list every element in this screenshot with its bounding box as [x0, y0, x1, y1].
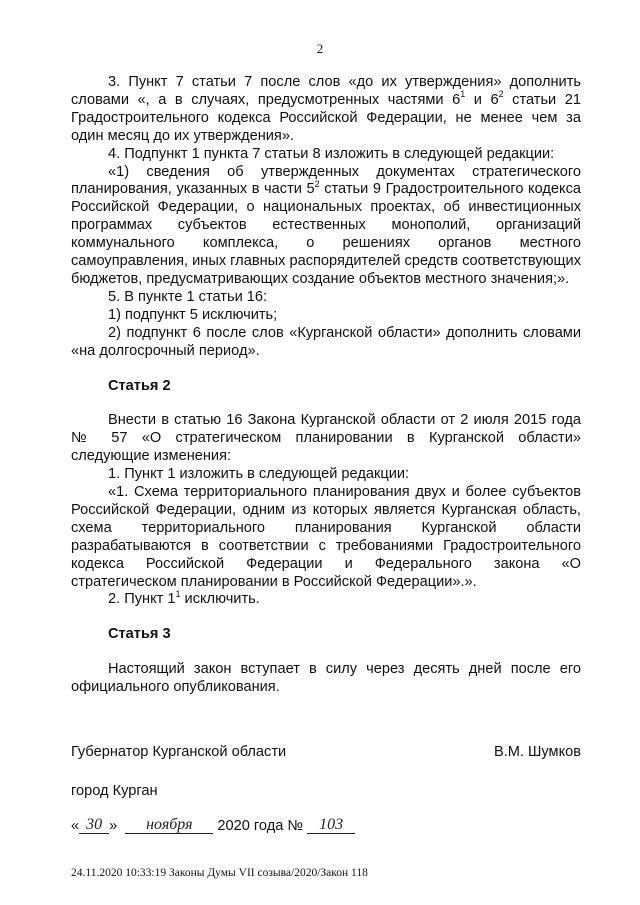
city: город Курган [71, 783, 158, 799]
date-close-quote: » [109, 818, 118, 834]
footer-stamp: 24.11.2020 10:33:19 Законы Думы VII созыва/2020/Закон 118 [71, 867, 368, 879]
date-line [71, 816, 355, 834]
article-3-heading: Статья 3 [108, 626, 171, 643]
subparagraph-2: 2) подпункт 6 после слов «Курганской области» дополнить словами «на долгосрочный период». [71, 324, 581, 359]
article-2-point-1-text: «1. Схема территориального планирования двух и более субъектов Российской Федерации, одним из которых является Курганская область, схема территориального планирования Курганской области разрабатываются в соответствии с требованиями Градостроительного кодекса Российской Федерации и Федерального закона «О стратегическом планировании в Российской Федерации».». [71, 484, 581, 590]
paragraph-4: 4. Подпункт 1 пункта 7 статьи 8 изложить в следующей редакции: [108, 145, 555, 162]
paragraph-5: 5. В пункте 1 статьи 16: [108, 288, 268, 305]
paragraph-4-text: «1) сведения об утвержденных документах стратегического планирования, указанных в части $5^2$ статьи 9 Градостроительного кодекса Российской Федерации, о национальных проектах, об инвестиционных программах субъектов естественных монополий, организаций коммунального комплекса, о решениях органов местного самоуправления, иных главных распорядителей средств соответствующих бюджетов, предусматривающих создание объектов местного значения;». [71, 163, 581, 287]
governor-name: В.М. Шумков [493, 744, 581, 760]
subparagraph-1: 1) подпункт 5 исключить; [108, 306, 278, 323]
page-number: 2 [316, 41, 324, 56]
article-3-text: Настоящий закон вступает в силу через десять дней после его официального опубликования. [71, 661, 581, 696]
date-year: 2020 года № [217, 818, 304, 834]
governor-title: Губернатор Курганской области [71, 744, 287, 760]
article-2-point-2: 2. Пункт $1^1$ исключить. [108, 588, 260, 608]
article-2-point-1: 1. Пункт 1 изложить в следующей редакции: [108, 466, 410, 483]
signature-block [71, 744, 581, 760]
article-2-intro: Внести в статью 16 Закона Курганской области от 2 июля 2015 года № 57 «О стратегическом планировании в Курганской области» следующие изменения: [71, 412, 581, 465]
date-open-quote: « [71, 818, 80, 834]
document-body [71, 74, 581, 697]
paragraph-3: 3. Пункт 7 статьи 7 после слов «до их утверждения» дополнить словами «, а в случаях, предусмотренных частями $6^1$ и $6^2$ статьи 21 Градостроительного кодекса Российской Федерации, не менее чем за один месяц до их утверждения». [71, 74, 581, 144]
date-day: 30 [79, 816, 109, 834]
date-month: ноября [125, 816, 213, 834]
article-2-heading: Статья 2 [108, 377, 171, 394]
law-number: 103 [307, 816, 355, 834]
